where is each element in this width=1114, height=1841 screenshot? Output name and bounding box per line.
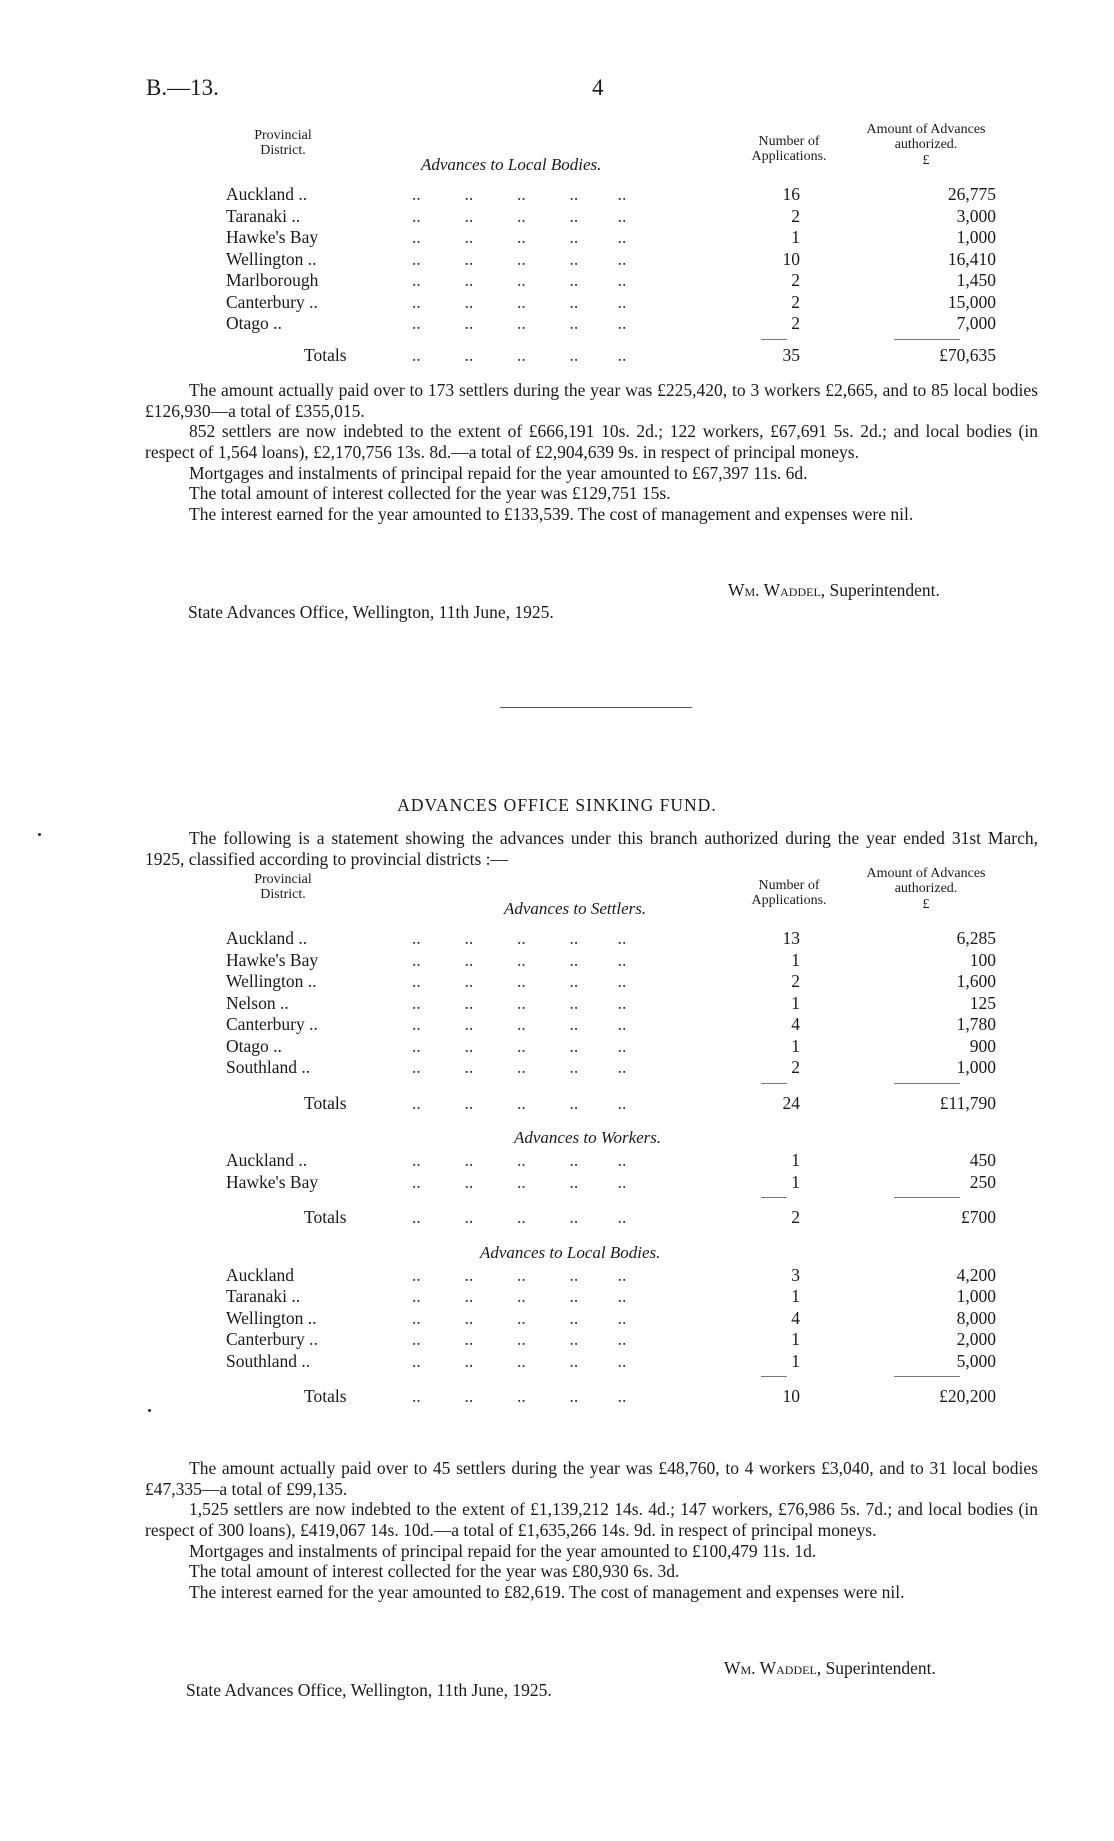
col-amount-label: Amount of Advances authorized.	[866, 866, 986, 897]
leader-dots: .. .. .. .. ..	[412, 928, 627, 948]
amount-cell: 7,000	[956, 313, 996, 333]
district-cell: Auckland ..	[226, 928, 308, 948]
total-label: Totals	[304, 1092, 347, 1113]
local-bodies-rows	[226, 1265, 1031, 1373]
table-row	[226, 971, 1031, 993]
table-row	[226, 1172, 1031, 1194]
leader-dots: .. .. .. .. ..	[412, 344, 627, 365]
number-cell: 1	[791, 1035, 800, 1056]
amount-cell: 26,775	[947, 184, 996, 204]
leader-dots: .. .. .. .. ..	[412, 184, 627, 204]
total-rule	[226, 1372, 1031, 1386]
number-cell: 2	[791, 205, 800, 226]
table-row	[226, 1265, 1031, 1287]
district-cell: Auckland ..	[226, 184, 308, 204]
number-cell: 2	[791, 313, 800, 333]
amount-cell: 16,410	[947, 248, 996, 269]
district-cell: Nelson ..	[226, 992, 289, 1013]
leader-dots: .. .. .. .. ..	[412, 1386, 627, 1406]
col-amount-label: Amount of Advances authorized.	[866, 122, 986, 153]
number-cell: 1	[791, 227, 800, 247]
col-number: Number of Applications.	[751, 878, 827, 909]
amount-cell: 1,600	[956, 971, 996, 991]
scan-speck	[148, 1409, 151, 1412]
paragraph: Mortgages and instalments of principal repaid for the year amounted to £100,479 11s. 1d.	[189, 1540, 817, 1561]
scan-speck	[38, 833, 41, 836]
total-label: Totals	[304, 1207, 347, 1227]
local-bodies-subtitle	[226, 1229, 1031, 1265]
workers-subtitle	[226, 1114, 1031, 1150]
table-header	[226, 866, 1031, 928]
paragraph: 852 settlers are now indebted to the extent of £666,191 10s. 2d.; 122 workers, £67,691 5s. 2d.; and local bodies (in respect of 1,564 loans), £2,170,756 13s. 8d.—a total of £2,904,639 9s. in respect of principal moneys.	[145, 421, 1038, 462]
table-row	[226, 1329, 1031, 1351]
col-amount	[846, 866, 1006, 912]
table-row	[226, 206, 1031, 228]
settlers-total-row	[226, 1093, 1031, 1115]
report-code: B.—13.	[146, 75, 219, 100]
number-cell: 4	[791, 1307, 800, 1328]
amount-cell: 125	[969, 992, 996, 1013]
col-number: Number of Applications.	[751, 134, 827, 165]
leader-dots: .. .. .. .. ..	[412, 1092, 627, 1113]
summary-paragraphs-1	[145, 380, 1038, 524]
number-cell: 1	[791, 1150, 800, 1170]
total-rule	[226, 1193, 1031, 1207]
amount-cell: 15,000	[947, 291, 996, 312]
col-title: Advances to Local Bodies.	[421, 155, 602, 174]
district-cell: Auckland ..	[226, 1150, 308, 1170]
table-row	[226, 1150, 1031, 1172]
number-cell: 2	[791, 291, 800, 312]
district-cell: Hawke's Bay	[226, 227, 319, 247]
number-cell: 1	[791, 949, 800, 970]
district-cell: Auckland	[226, 1264, 295, 1285]
total-amount: £20,200	[939, 1386, 996, 1406]
leader-dots: .. .. .. .. ..	[412, 1286, 627, 1306]
place-date-1: State Advances Office, Wellington, 11th June, 1925.	[188, 602, 554, 622]
col-title-settlers: Advances to Settlers.	[504, 899, 647, 918]
amount-cell: 5,000	[956, 1350, 996, 1371]
number-cell: 1	[791, 992, 800, 1013]
summary-paragraphs-2	[145, 1458, 1038, 1602]
number-cell: 1	[791, 1171, 800, 1192]
number-cell: 4	[791, 1014, 800, 1034]
intro-paragraph: The following is a statement showing the advances under this branch authorized during the year ended 31st March, 1925, classified according to provincial districts :—	[145, 828, 1038, 869]
signature-name: Wm. Waddel,	[724, 1658, 822, 1678]
total-amount: £11,790	[939, 1092, 996, 1113]
amount-cell: 1,780	[956, 1014, 996, 1034]
amount-cell: 900	[969, 1035, 996, 1056]
leader-dots: .. .. .. .. ..	[412, 1264, 627, 1285]
table-row	[226, 993, 1031, 1015]
table-local-bodies	[226, 122, 1031, 366]
signature-title: Superintendent.	[825, 1658, 936, 1678]
place-date-2: State Advances Office, Wellington, 11th June, 1925.	[186, 1680, 552, 1700]
leader-dots: .. .. .. .. ..	[412, 992, 627, 1013]
leader-dots: .. .. .. .. ..	[412, 1307, 627, 1328]
amount-cell: 3,000	[956, 205, 996, 226]
amount-cell: 4,200	[956, 1264, 996, 1285]
number-cell: 16	[782, 184, 800, 204]
page-number: 4	[592, 75, 604, 100]
col-amount-unit: £	[922, 896, 930, 912]
amount-cell: 1,000	[956, 227, 996, 247]
number-cell: 1	[791, 1286, 800, 1306]
number-cell: 2	[791, 1057, 800, 1077]
number-cell: 1	[791, 1329, 800, 1349]
table-row	[226, 1286, 1031, 1308]
leader-dots: .. .. .. .. ..	[412, 971, 627, 991]
district-cell: Southland ..	[226, 1057, 311, 1077]
table-row	[226, 1014, 1031, 1036]
number-cell: 2	[791, 971, 800, 991]
amount-cell: 6,285	[956, 928, 996, 948]
district-cell: Wellington ..	[226, 1307, 317, 1328]
leader-dots: .. .. .. .. ..	[412, 1014, 627, 1034]
amount-cell: 1,000	[956, 1057, 996, 1077]
leader-dots: .. .. .. .. ..	[412, 1350, 627, 1371]
leader-dots: .. .. .. .. ..	[412, 291, 627, 312]
table-row	[226, 249, 1031, 271]
district-cell: Taranaki ..	[226, 1286, 301, 1306]
number-cell: 13	[782, 928, 800, 948]
district-cell: Southland ..	[226, 1350, 311, 1371]
table-row	[226, 928, 1031, 950]
district-cell: Canterbury ..	[226, 1329, 318, 1349]
district-cell: Hawke's Bay	[226, 1171, 319, 1192]
table-row	[226, 1308, 1031, 1330]
total-label: Totals	[304, 344, 347, 365]
paragraph: Mortgages and instalments of principal repaid for the year amounted to £67,397 11s. 6d.	[189, 462, 808, 483]
workers-title: Advances to Workers.	[514, 1128, 662, 1147]
signature-title: Superintendent.	[829, 580, 940, 600]
leader-dots: .. .. .. .. ..	[412, 313, 627, 333]
table-row	[226, 227, 1031, 249]
section-title: ADVANCES OFFICE SINKING FUND.	[397, 795, 717, 815]
local-bodies-total-row	[226, 1386, 1031, 1408]
table-total-row	[226, 345, 1031, 367]
amount-cell: 1,000	[956, 1286, 996, 1306]
total-number: 10	[782, 1386, 800, 1406]
paragraph: The amount actually paid over to 173 settlers during the year was £225,420, to 3 workers £2,665, and to 85 local bodies £126,930—a total of £355,015.	[145, 380, 1038, 421]
leader-dots: .. .. .. .. ..	[412, 1057, 627, 1077]
table-row	[226, 1057, 1031, 1079]
number-cell: 3	[791, 1264, 800, 1285]
number-cell: 2	[791, 270, 800, 290]
leader-dots: .. .. .. .. ..	[412, 1035, 627, 1056]
table-row	[226, 292, 1031, 314]
district-cell: Wellington ..	[226, 971, 317, 991]
total-number: 24	[782, 1092, 800, 1113]
local-bodies-title: Advances to Local Bodies.	[480, 1242, 661, 1262]
leader-dots: .. .. .. .. ..	[412, 1150, 627, 1170]
section-intro	[145, 828, 1038, 869]
district-cell: Wellington ..	[226, 248, 317, 269]
total-number: 2	[791, 1207, 800, 1227]
leader-dots: .. .. .. .. ..	[412, 949, 627, 970]
signature-1	[728, 580, 940, 601]
district-cell: Hawke's Bay	[226, 949, 319, 970]
table-header	[226, 122, 1031, 184]
amount-cell: 100	[969, 949, 996, 970]
paragraph: 1,525 settlers are now indebted to the extent of £1,139,212 14s. 4d.; 147 workers, £76,986 5s. 7d.; and local bodies (in respect of 300 loans), £419,067 14s. 10d.—a total of £1,635,266 14s. 9d. in respect of principal moneys.	[145, 1499, 1038, 1540]
table-row	[226, 270, 1031, 292]
district-cell: Otago ..	[226, 1035, 282, 1056]
signature-2	[724, 1658, 936, 1679]
paragraph: The total amount of interest collected for the year was £129,751 15s.	[189, 483, 671, 504]
paragraph: The interest earned for the year amounted to £82,619. The cost of management and expenses were nil.	[189, 1581, 905, 1602]
leader-dots: .. .. .. .. ..	[412, 227, 627, 247]
total-amount: £70,635	[939, 344, 996, 365]
col-district: Provincial District.	[254, 872, 312, 903]
col-amount	[846, 122, 1006, 168]
col-amount-unit: £	[922, 152, 930, 168]
total-number: 35	[782, 344, 800, 365]
leader-dots: .. .. .. .. ..	[412, 1329, 627, 1349]
leader-dots: .. .. .. .. ..	[412, 1171, 627, 1192]
amount-cell: 450	[969, 1150, 996, 1170]
table-row	[226, 313, 1031, 335]
leader-dots: .. .. .. .. ..	[412, 248, 627, 269]
paragraph: The interest earned for the year amounted to £133,539. The cost of management and expenses were nil.	[189, 503, 914, 524]
table-rows	[226, 184, 1031, 335]
paragraph: The total amount of interest collected for the year was £80,930 6s. 3d.	[189, 1561, 680, 1582]
section-divider	[500, 707, 692, 708]
amount-cell: 8,000	[956, 1307, 996, 1328]
amount-cell: 250	[969, 1171, 996, 1192]
total-rule	[226, 1079, 1031, 1093]
table-row	[226, 1036, 1031, 1058]
district-cell: Taranaki ..	[226, 205, 301, 226]
workers-total-row	[226, 1207, 1031, 1229]
number-cell: 1	[791, 1350, 800, 1371]
total-rule	[226, 335, 1031, 345]
total-amount: £700	[961, 1207, 996, 1227]
amount-cell: 2,000	[956, 1329, 996, 1349]
table-sinking-fund	[226, 866, 1031, 1408]
table-row	[226, 1351, 1031, 1373]
total-label: Totals	[304, 1386, 347, 1406]
signature-name: Wm. Waddel,	[728, 580, 826, 600]
settlers-rows	[226, 928, 1031, 1079]
col-district: Provincial District.	[254, 128, 312, 159]
workers-rows	[226, 1150, 1031, 1193]
district-cell: Canterbury ..	[226, 1014, 318, 1034]
number-cell: 10	[782, 248, 800, 269]
leader-dots: .. .. .. .. ..	[412, 205, 627, 226]
table-row	[226, 950, 1031, 972]
district-cell: Marlborough	[226, 270, 319, 290]
district-cell: Otago ..	[226, 313, 282, 333]
leader-dots: .. .. .. .. ..	[412, 270, 627, 290]
table-row	[226, 184, 1031, 206]
amount-cell: 1,450	[956, 270, 996, 290]
leader-dots: .. .. .. .. ..	[412, 1207, 627, 1227]
district-cell: Canterbury ..	[226, 291, 318, 312]
paragraph: The amount actually paid over to 45 settlers during the year was £48,760, to 4 workers £3,040, and to 31 local bodies £47,335—a total of £99,135.	[145, 1458, 1038, 1499]
